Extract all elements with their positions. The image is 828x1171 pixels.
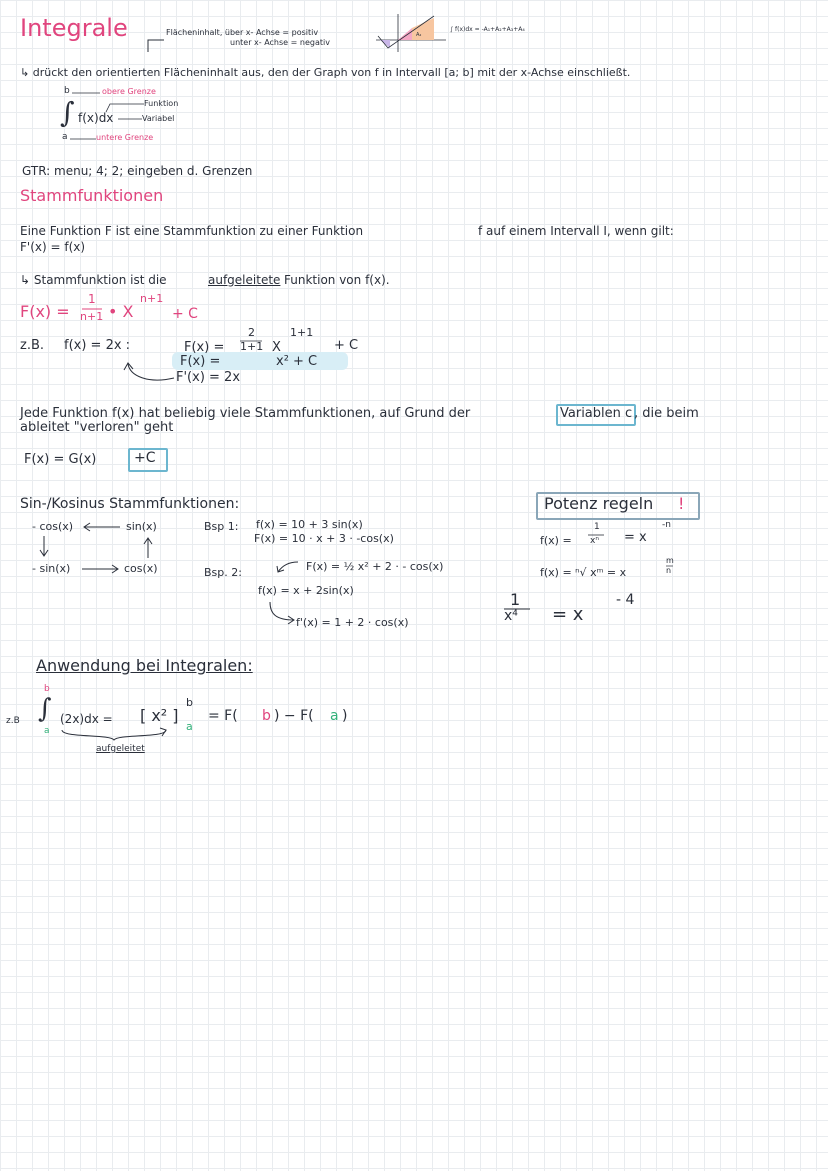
sincos-heading: Sin-/Kosinus Stammfunktionen: [20,496,240,512]
arrow-sin-to-negcos [82,522,122,532]
integral-definition: ↳ drückt den orientierten Flächeninhalt aus, den der Graph von f in Intervall [a; b] mit der x-Achse einschließt. [20,66,631,79]
arrow-down [38,536,50,558]
result-post: ) [342,708,348,724]
example-F2-lhs: F(x) = [180,354,221,369]
integral-sign: ∫ [60,96,75,129]
rule2: f(x) = ⁿ√ xᵐ = x [540,566,627,579]
bsp1-function: f(x) = 10 + 3 sin(x) [256,518,363,531]
anwendung-heading: Anwendung bei Integralen: [36,656,253,675]
bsp2-arrow [276,558,300,574]
bsp2-derivative: f'(x) = 1 + 2 · cos(x) [296,616,409,629]
aufgeleitet-brace [60,728,170,744]
result-mid: ) − F( [274,708,314,724]
svg-text:A₂: A₂ [416,32,422,38]
plus-c: +C [134,450,156,466]
anwendung-example-label: z.B [6,716,20,726]
jede-line1-post: , die beim [634,406,699,421]
integral-expression: f(x)dx [78,111,114,125]
example-F2-value: x² + C [276,354,318,369]
bsp2-antiderivative: F(x) = ½ x² + 2 · - cos(x) [306,560,444,573]
anwendung-lower-a: a [44,726,50,736]
rule3-rhs: = x [552,604,584,625]
example-F1-frac-num: 2 [248,326,255,339]
bsp2-label: Bsp. 2: [204,566,242,579]
rule1-den: xⁿ [590,536,599,546]
example-function: f(x) = 2x : [64,338,131,353]
stamm-arrow-pre: ↳ Stammfunktion ist die [20,273,167,287]
rule1-num: 1 [594,522,600,532]
lower-limit-a: a [62,132,68,142]
rule3-den: x⁴ [504,608,518,624]
rule3-exp: - 4 [616,592,635,608]
example-F1-exp: 1+1 [290,326,314,339]
power-rule-x: • X [108,302,134,321]
power-rule-frac-den: n+1 [80,310,104,323]
example-F3: F'(x) = 2x [176,370,241,385]
area-note-negative: unter x- Achse = negativ [230,38,330,47]
area-note-positive: Flächeninhalt, über x- Achse = positiv [166,28,319,37]
label-line-upper [72,92,102,96]
anwendung-integral-sign: ∫ [38,694,52,724]
anwendung-bracket-b: b [186,696,193,709]
anwendung-bracket-a: a [186,720,193,733]
jede-line2: ableitet "verloren" geht [20,420,174,435]
label-line-function [106,102,146,114]
result-pre: = F( [208,708,238,724]
power-rule-c: + C [172,306,198,322]
power-rule-lhs: F(x) = [20,302,70,321]
rule3-num: 1 [510,590,521,609]
aufgeleitet-label: aufgeleitet [96,744,145,754]
potenzregeln-mark: ! [678,494,685,513]
power-rule-exp: n+1 [140,292,164,305]
anwendung-bracket: [ x² ] [140,706,179,725]
rule1-rhs: = x [624,530,647,545]
variable-label-visible: Variabel [142,114,175,123]
Fx-equals-Gx: F(x) = G(x) [24,452,97,467]
anwendung-integrand: (2x)dx = [60,712,113,726]
bsp2-function: f(x) = x + 2sin(x) [258,584,354,597]
rule1-exp: -n [662,520,671,530]
example-F1-lhs: F(x) = [184,340,225,355]
anwendung-upper-b: b [44,684,50,694]
area-sketch [376,14,456,54]
stammfunktionen-heading: Stammfunktionen [20,186,164,205]
rule1-lhs: f(x) = [540,534,572,547]
upper-limit-b: b [64,86,70,96]
cos: cos(x) [124,562,158,575]
stamm-arrow-underlined: aufgeleitete [208,273,281,287]
page-title: Integrale [20,14,128,42]
upper-limit-label: obere Grenze [102,87,156,96]
bsp2-derivative-arrow [268,602,298,626]
neg-sin: - sin(x) [32,562,71,575]
stamm-definition-line1b: f auf einem Intervall I, wenn gilt: [478,224,674,238]
sin: sin(x) [126,520,157,533]
result-a: a [330,708,339,724]
rule2-exp-num: m [666,556,674,565]
example-label: z.B. [20,338,45,353]
lower-limit-label: untere Grenze [96,133,154,142]
example-F1-c: + C [334,338,359,353]
function-label: Funktion [144,99,179,108]
example-F1-x: X [272,340,281,355]
rule2-exp-den: n [666,566,672,575]
neg-cos: - cos(x) [32,520,74,533]
jede-boxed: Variablen c [560,406,633,421]
title-bracket [146,36,166,56]
gtr-instructions: GTR: menu; 4; 2; eingeben d. Grenzen [22,164,253,178]
stamm-arrow-post: Funktion von f(x). [284,273,390,287]
result-b: b [262,708,271,724]
stamm-definition-line1: Eine Funktion F ist eine Stammfunktion zu einer Funktion [20,224,364,238]
example-F1-frac-den: 1+1 [240,340,264,353]
arrow-negsin-to-cos [80,564,120,574]
derivation-arrow [118,360,178,384]
power-rule-frac-num: 1 [88,292,96,306]
jede-line1-pre: Jede Funktion f(x) hat beliebig viele Stammfunktionen, auf Grund der [20,406,471,421]
stamm-definition-line2: F'(x) = f(x) [20,240,86,254]
bsp1-antiderivative: F(x) = 10 · x + 3 · -cos(x) [254,532,394,545]
sketch-formula: ∫ f(x)dx = -A₁+A₂+A₃+A₄ [450,26,525,33]
potenzregeln-heading: Potenz regeln [544,494,654,513]
bsp1-label: Bsp 1: [204,520,239,533]
arrow-up [142,536,154,558]
